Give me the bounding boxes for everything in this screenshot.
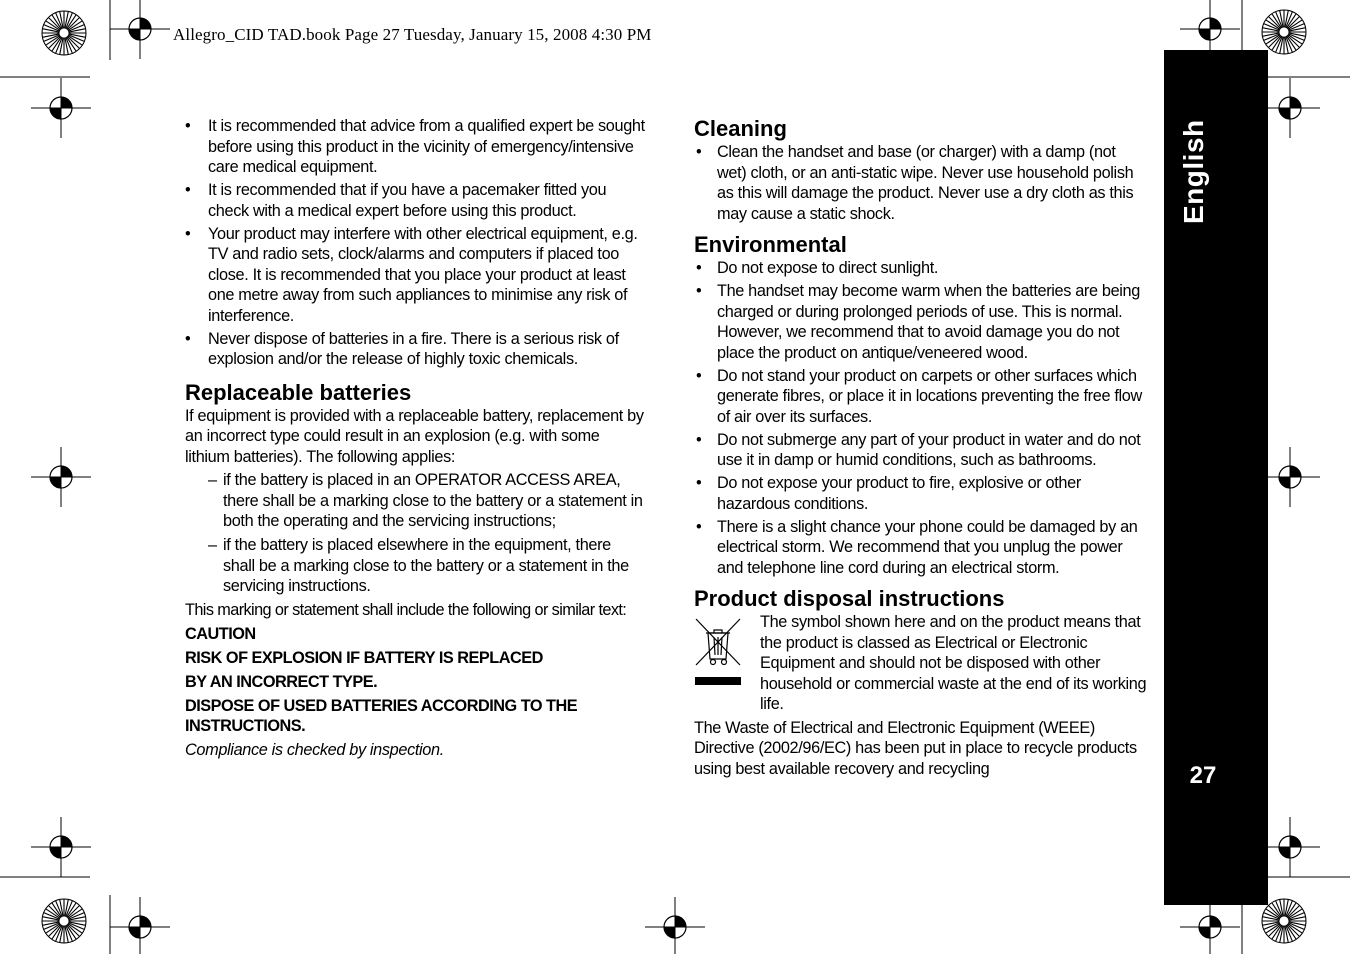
crossed-out-wheelie-bin-icon	[694, 612, 742, 715]
page-number: 27	[1189, 762, 1217, 789]
caution-line-1: RISK OF EXPLOSION IF BATTERY IS REPLACED	[185, 648, 543, 667]
list-item: • Do not stand your product on carpets or other surfaces which generate fibres, or place it in locations preventing the free flow of air over its surfaces.	[694, 366, 1149, 428]
list-item: • Never dispose of batteries in a fire. There is a serious risk of explosion and/or the release of highly toxic chemicals.	[185, 329, 645, 370]
batteries-intro: If equipment is provided with a replaceable battery, replacement by an incorrect type could result in an explosion (e.g. with some lithium batteries). The following applies:	[185, 406, 644, 466]
compliance-note: Compliance is checked by inspection.	[185, 741, 444, 759]
section-heading-disposal: Product disposal instructions	[694, 586, 1005, 611]
list-item: • There is a slight chance your phone could be damaged by an electrical storm. We recommend that you unplug the power and telephone line cord during an electrical storm.	[694, 517, 1149, 579]
list-item: • It is recommended that if you have a pacemaker fitted you check with a medical expert before using this product.	[185, 180, 645, 221]
section-heading-batteries: Replaceable batteries	[185, 379, 412, 405]
list-item: • The handset may become warm when the batteries are being charged or during prolonged periods of use. This is normal. However, we recommend that to avoid damage you do not place the product on antique/veneered wood.	[694, 281, 1149, 363]
environmental-bullets	[694, 258, 1149, 578]
weee-directive-text: The Waste of Electrical and Electronic Equipment (WEEE) Directive (2002/96/EC) has been put in place to recycle products using best available recovery and recycling	[694, 718, 1137, 778]
section-heading-cleaning: Cleaning	[694, 116, 787, 141]
list-item: • It is recommended that advice from a qualified expert be sought before using this product in the vicinity of emergency/intensive care medical equipment.	[185, 116, 645, 178]
caution-label: CAUTION	[185, 624, 256, 643]
print-header: Allegro_CID TAD.book Page 27 Tuesday, January 15, 2008 4:30 PM	[173, 25, 652, 44]
list-item: • Clean the handset and base (or charger) with a damp (not wet) cloth, or an anti-static wipe. Never use household polish as this will damage the product. Never use a dry cloth as this may cause a static shock.	[694, 142, 1149, 224]
list-item: • Do not expose to direct sunlight.	[694, 258, 1149, 279]
safety-bullets	[185, 116, 645, 370]
list-item: • Do not expose your product to fire, explosive or other hazardous conditions.	[694, 473, 1149, 514]
weee-block	[694, 612, 1149, 715]
list-item: • Do not submerge any part of your product in water and do not use it in damp or humid conditions, such as bathrooms.	[694, 430, 1149, 471]
list-item: – if the battery is placed in an OPERATOR ACCESS AREA, there shall be a marking close to the battery or a statement in both the operating and the servicing instructions;	[208, 470, 645, 532]
right-column	[694, 116, 1149, 782]
list-item: • Your product may interfere with other electrical equipment, e.g. TV and radio sets, clock/alarms and computers if placed too close. It is recommended that you place your product at least one metre away from such appliances to minimise any risk of interference.	[185, 224, 645, 327]
weee-symbol-text: The symbol shown here and on the product means that the product is classed as Electrical or Electronic Equipment and should not be disposed with other household or commercial waste at the end of its working life.	[760, 613, 1147, 713]
marking-statement: This marking or statement shall include the following or similar text:	[185, 601, 627, 619]
battery-conditions	[208, 470, 645, 597]
left-column	[185, 116, 645, 764]
list-item: – if the battery is placed elsewhere in the equipment, there shall be a marking close to the battery or a statement in the servicing instructions.	[208, 535, 645, 597]
section-heading-environmental: Environmental	[694, 232, 847, 257]
caution-line-3: DISPOSE OF USED BATTERIES ACCORDING TO THE INSTRUCTIONS.	[185, 696, 578, 735]
language-label: English	[1178, 119, 1209, 224]
caution-line-2: BY AN INCORRECT TYPE.	[185, 672, 378, 691]
cleaning-bullets	[694, 142, 1149, 224]
